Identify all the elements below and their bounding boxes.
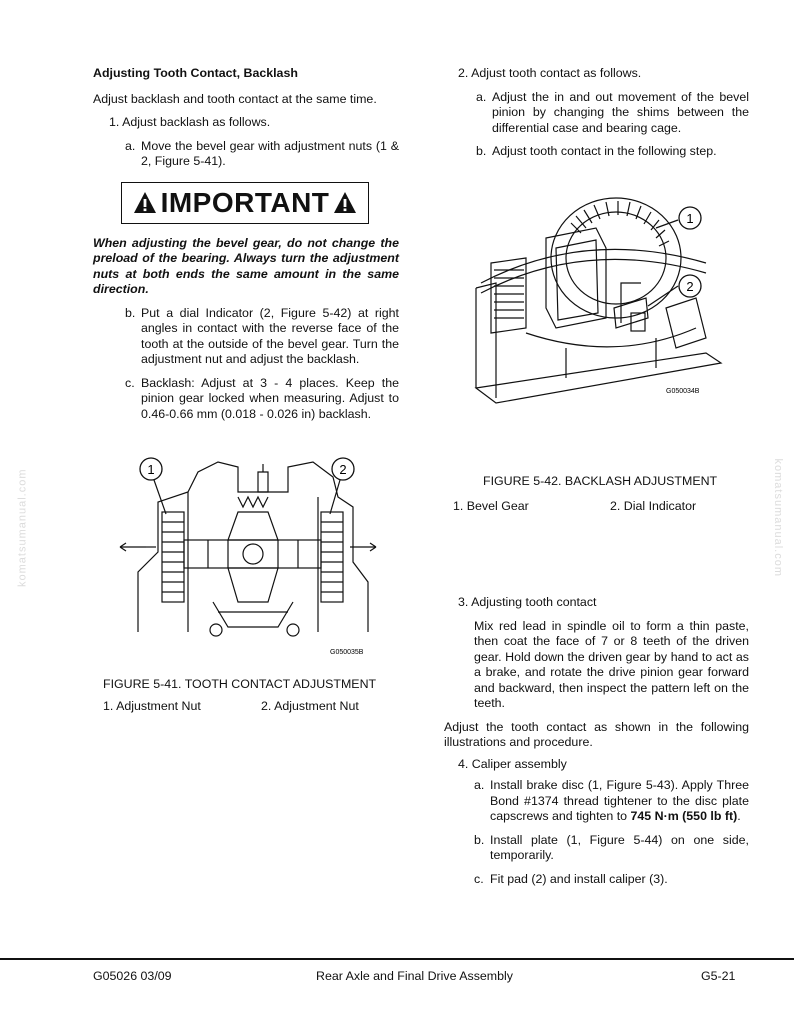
step-text: Adjust tooth contact in the following step. [492, 144, 717, 158]
left-column [93, 66, 399, 430]
torque-value: 745 N·m (550 lb ft) [630, 809, 738, 823]
step-text: Adjust the in and out movement of the bevel pinion by changing the shims between the differential case and bearing cage. [492, 89, 749, 135]
step-label: c. [474, 871, 484, 886]
step-1: 1. Adjust backlash as follows. [109, 115, 271, 129]
footer-divider [0, 958, 794, 960]
step-label: b. [125, 305, 136, 320]
figure-code: G050034B [666, 388, 700, 395]
step-text: Move the bevel gear with adjustment nuts (1 & 2, Figure 5-41). [141, 138, 399, 168]
footer-title: Rear Axle and Final Drive Assembly [316, 969, 513, 983]
intro-text: Adjust backlash and tooth contact at the same time. [93, 91, 377, 106]
callout-2: 2 [339, 462, 347, 477]
step-4: 4. Caliper assembly [458, 756, 567, 771]
important-banner [121, 182, 369, 224]
footer-page-number: G5-21 [701, 969, 736, 983]
step-4c [474, 872, 749, 888]
step-3: 3. Adjusting tooth contact [458, 595, 597, 609]
step-1a [125, 139, 399, 170]
footer-doc-code: G05026 03/09 [93, 969, 172, 983]
section-heading: Adjusting Tooth Contact, Backlash [93, 66, 298, 80]
step-label: a. [125, 138, 136, 153]
step-label: b. [474, 832, 485, 847]
important-label: IMPORTANT [160, 186, 330, 218]
step-label: a. [476, 89, 487, 104]
watermark-left: komatsumanual.com [16, 468, 29, 587]
legend-item: 2. Dial Indicator [610, 499, 697, 513]
step-label: c. [125, 375, 135, 390]
caution-text: When adjusting the bevel gear, do not change the preload of the bearing. Always turn the adjustment nuts at both ends the same amount in the same direction. [93, 235, 399, 296]
step-label: b. [476, 144, 487, 158]
warning-icon [133, 191, 157, 215]
figure-5-42-illustration [466, 188, 728, 410]
step-1b [125, 306, 399, 368]
figure-5-41-illustration [118, 452, 380, 662]
right-column-lower [444, 595, 749, 895]
step-text: Fit pad (2) and install caliper (3). [490, 871, 668, 886]
step-2b [476, 144, 749, 160]
callout-2: 2 [686, 279, 694, 294]
figure-5-41-legend [103, 699, 359, 715]
figure-5-41-caption: FIGURE 5-41. TOOTH CONTACT ADJUSTMENT [103, 677, 377, 691]
step-3-body: Mix red lead in spindle oil to form a thin paste, then coat the face of 7 or 8 teeth of the driven gear. Hold down the driven gear by hand to act as a brake, and rotate the drive pinion gear forward and backward, then inspect the pattern left on the teeth. [474, 618, 749, 710]
legend-item: 1. Adjustment Nut [103, 699, 201, 713]
figure-code: G050035B [330, 649, 364, 656]
step-text [490, 778, 749, 825]
warning-icon [333, 191, 357, 215]
step-2: 2. Adjust tooth contact as follows. [458, 66, 642, 80]
step-text: Put a dial Indicator (2, Figure 5-42) at right angles in contact with the reverse face of the tooth at the outside of the bevel gear. Turn the adjustment nut and adjust the backlash. [141, 305, 399, 366]
step-2a [476, 90, 749, 137]
step-label: a. [474, 778, 485, 792]
step-text: Backlash: Adjust at 3 - 4 places. Keep the pinion gear locked when measuring. Adjust to 0.46-0.66 mm (0.018 - 0.026 in) backlash. [141, 375, 399, 421]
step-1c [125, 376, 399, 423]
right-column [444, 66, 749, 168]
step-text-part: Install brake disc (1, Figure 5-43). Apply Three Bond #1374 thread tightener to the disc plate capscrews and tighten to [490, 778, 749, 823]
step-4b [474, 833, 749, 864]
step-text-part: . [737, 809, 741, 823]
figure-5-42-caption: FIGURE 5-42. BACKLASH ADJUSTMENT [483, 474, 718, 488]
figure-5-42-legend [453, 499, 696, 515]
legend-item: 1. Bevel Gear [453, 499, 529, 513]
legend-item: 2. Adjustment Nut [261, 699, 359, 713]
watermark-right: komatsumanual.com [772, 458, 784, 577]
step-text: Install plate (1, Figure 5-44) on one side, temporarily. [490, 832, 749, 862]
step-4a [474, 778, 749, 825]
procedure-paragraph: Adjust the tooth contact as shown in the following illustrations and procedure. [444, 719, 749, 749]
callout-1: 1 [147, 462, 155, 477]
callout-1: 1 [686, 211, 694, 226]
